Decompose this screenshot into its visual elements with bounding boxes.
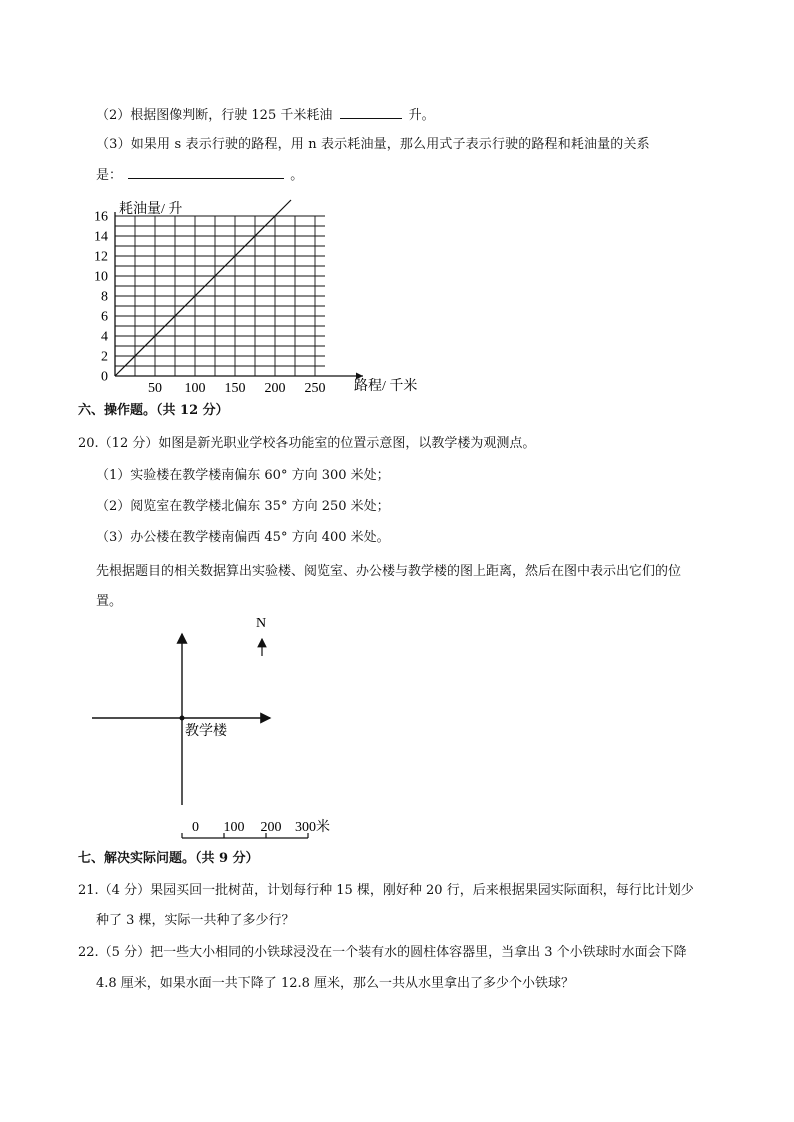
north-label: N — [256, 616, 267, 631]
chart-y-axis-label: 耗油量/ 升 — [119, 202, 183, 217]
x-tick-label: 50 — [148, 381, 162, 396]
question-20-item-2: （2）阅览室在教学楼北偏东 35° 方向 250 米处； — [96, 499, 390, 514]
observation-point[interactable] — [180, 716, 185, 721]
y-tick-label: 0 — [101, 369, 108, 385]
question-3-line-1: （3）如果用 s 表示行驶的路程，用 n 表示耗油量，那么用式子表示行驶的路程和耗油量的关系 — [96, 137, 650, 152]
scale-label-100: 100 — [223, 820, 245, 835]
y-tick-label: 14 — [94, 229, 108, 245]
question-2-answer-blank[interactable] — [340, 106, 402, 119]
chart-tick-labels — [94, 210, 326, 397]
x-tick-label: 250 — [304, 381, 326, 396]
section-6-heading: 六、操作题。（共 12 分） — [78, 403, 229, 418]
x-tick-label: 150 — [224, 381, 246, 396]
question-20-item-3: （3）办公楼在教学楼南偏西 45° 方向 400 米处。 — [96, 530, 390, 545]
direction-map — [80, 612, 380, 842]
question-3-line-2 — [96, 166, 303, 184]
question-3-suffix: 。 — [290, 168, 304, 183]
question-22-line-1: 22.（5 分）把一些大小相同的小铁球浸没在一个装有水的圆柱体容器里，当拿出 3 个小铁球时水面会下降 — [78, 945, 687, 960]
question-20-instruction-line-2: 置。 — [96, 594, 123, 609]
y-tick-label: 16 — [94, 209, 108, 225]
question-2-suffix: 升。 — [408, 108, 435, 123]
fuel-consumption-chart — [84, 192, 444, 402]
scale-label-0: 0 — [192, 820, 199, 835]
question-20-instruction-line-1: 先根据题目的相关数据算出实验楼、阅览室、办公楼与教学楼的图上距离，然后在图中表示出它们的位 — [96, 564, 682, 579]
question-21-line-2: 种了 3 棵，实际一共种了多少行？ — [96, 913, 295, 928]
y-tick-label: 8 — [101, 289, 108, 305]
question-2-prefix: （2）根据图像判断，行驶 125 千米耗油 — [96, 108, 333, 123]
section-7-heading: 七、解决实际问题。（共 9 分） — [78, 851, 259, 866]
y-tick-label: 2 — [101, 349, 108, 365]
y-tick-label: 6 — [101, 309, 108, 325]
origin-label: 教学楼 — [185, 724, 227, 739]
question-20-intro: 20.（12 分）如图是新光职业学校各功能室的位置示意图，以教学楼为观测点。 — [78, 436, 536, 451]
chart-x-axis-label: 路程/ 千米 — [354, 379, 418, 394]
question-20-item-1: （1）实验楼在教学楼南偏东 60° 方向 300 米处； — [96, 468, 390, 483]
question-22-line-2: 4.8 厘米，如果水面一共下降了 12.8 厘米，那么一共从水里拿出了多少个小铁球？ — [96, 976, 575, 991]
question-21-line-1: 21.（4 分）果园买回一批树苗，计划每行种 15 棵，刚好种 20 行，后来根据果园实际面积，每行比计划少 — [78, 883, 694, 898]
question-3-answer-blank[interactable] — [128, 166, 284, 179]
y-tick-label: 12 — [94, 249, 108, 265]
y-tick-label: 4 — [101, 329, 108, 345]
scale-bar — [182, 833, 308, 838]
y-tick-label: 10 — [94, 269, 108, 285]
scale-label-300: 300米 — [295, 820, 330, 835]
question-2-line — [96, 106, 435, 124]
chart-grid — [115, 216, 325, 376]
x-tick-label: 100 — [184, 381, 206, 396]
x-tick-label: 200 — [264, 381, 286, 396]
scale-label-200: 200 — [260, 820, 282, 835]
question-3-prefix: 是： — [96, 168, 123, 183]
